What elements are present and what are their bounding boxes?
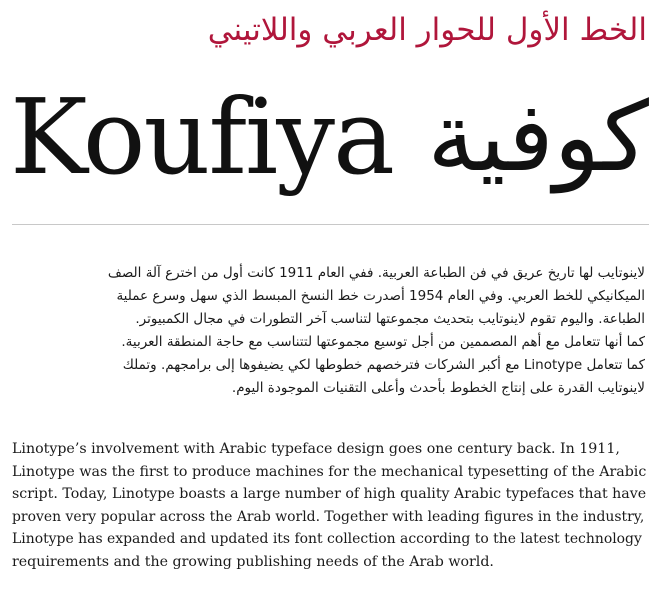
arabic-headline: الخط الأول للحوار العربي واللاتيني [207,12,647,48]
arabic-paragraph-line: الميكانيكي للخط العربي. وفي العام 1954 أصدرت خط النسخ المبسط الذي سهل وسرع عملية [116,288,645,304]
font-specimen [10,72,649,202]
specimen-arabic-name: كوفية [427,81,649,193]
arabic-paragraph-line: لاينوتايب القدرة على إنتاج الخطوط بأحدث وأعلى التقنيات الموجودة اليوم. [231,380,645,396]
english-paragraph [12,438,647,574]
arabic-paragraph-line: كما تتعامل Linotype مع أكبر الشركات فترخصهم خطوطها لكي يضيفوها إلى برامجهم. وتملك [122,357,645,373]
english-paragraph-line: Linotype was the first to produce machines for the mechanical typesetting of the Arabic [12,463,647,480]
english-paragraph-line: Linotype’s involvement with Arabic typeface design goes one century back. In 1911, [12,441,620,457]
arabic-paragraph-line: لاينوتايب لها تاريخ عريق في فن الطباعة العربية. ففي العام 1911 كانت أول من اخترع آلة الصف [107,265,645,281]
english-paragraph-line: Linotype has expanded and updated its font collection according to the latest technology [12,531,642,548]
specimen-latin-name: Koufiya [10,76,394,198]
arabic-paragraph-line: الطباعة. واليوم تقوم لاينوتايب بتحديث مجموعتها لتناسب آخر التطورات في مجال الكمبيوتر. [135,311,645,327]
arabic-paragraph-line: كما أنها تتعامل مع أهم المصممين من أجل توسيع مجموعتها لتتناسب مع حاجة المنطقة العربية. [121,334,645,350]
english-paragraph-line: requirements and the growing publishing needs of the Arab world. [12,553,494,570]
english-paragraph-line: script. Today, Linotype boasts a large number of high quality Arabic typefaces that have [12,486,647,503]
arabic-paragraph [14,262,645,400]
english-paragraph-line: proven very popular across the Arab world. Together with leading figures in the industry, [12,508,645,525]
divider-line [12,224,649,225]
